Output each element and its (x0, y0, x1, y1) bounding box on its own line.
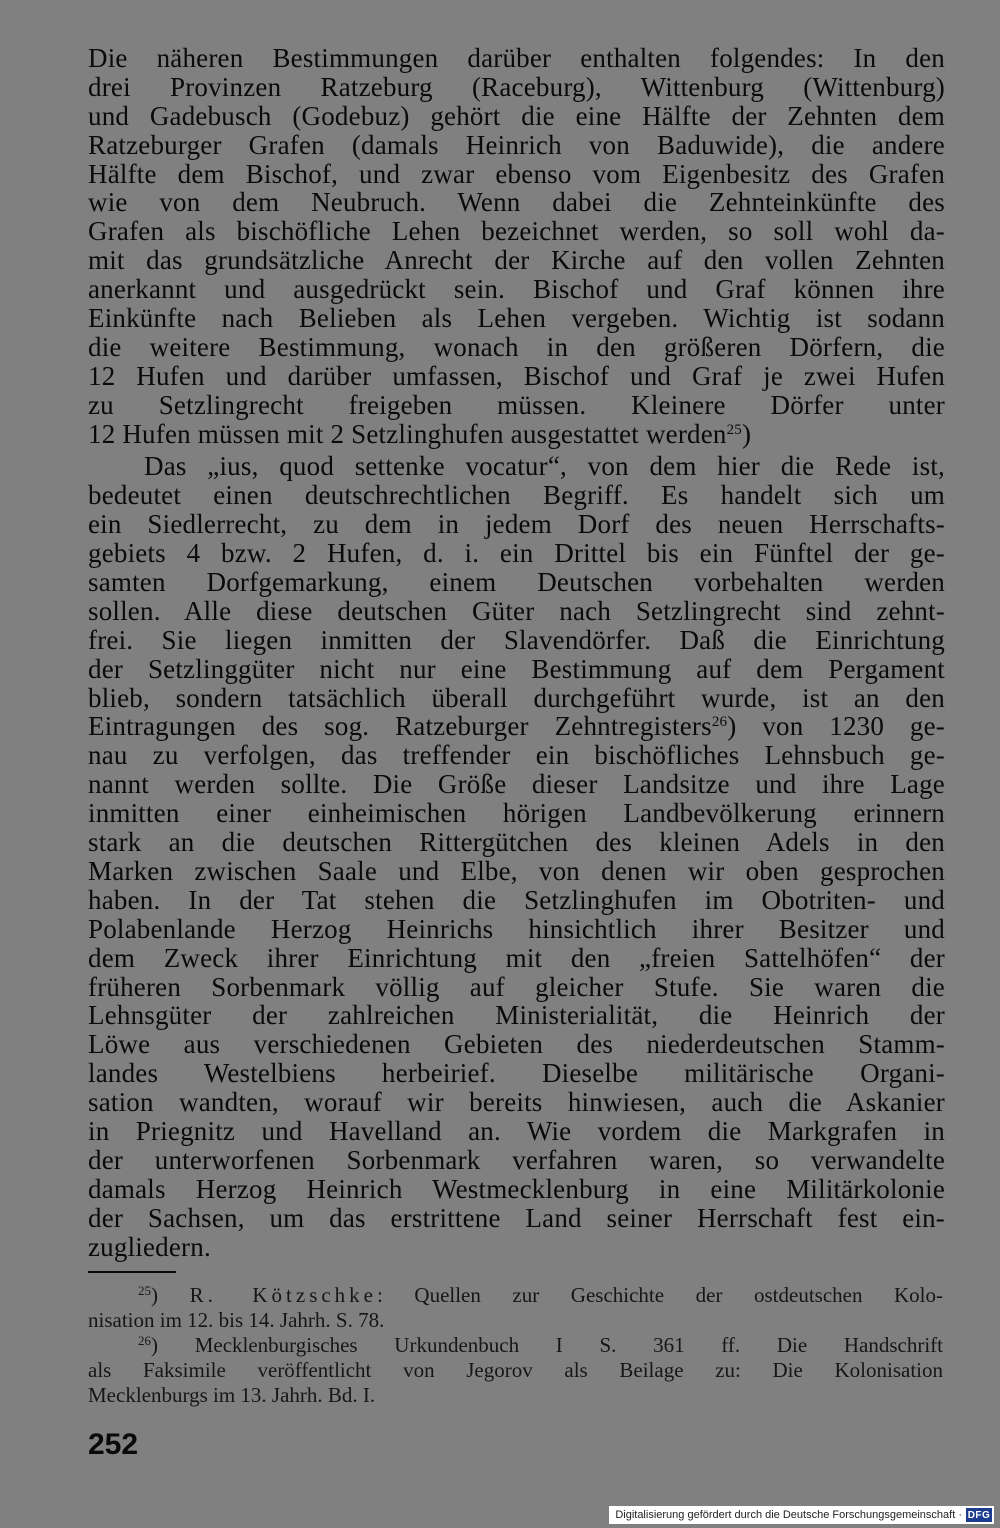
text-line (88, 712, 945, 741)
text-line: blieb, sondern tatsächlich überall durchgeführt wurde, ist an den (88, 682, 945, 713)
text-line: die weitere Bestimmung, wonach in den größeren Dörfern, die (88, 331, 945, 362)
text-line: Einkünfte nach Belieben als Lehen vergeben. Wichtig ist sodann (88, 303, 945, 334)
text-line: ein Siedlerrecht, zu dem in jedem Dorf des neuen Herrschafts- (88, 509, 945, 540)
text-line: früheren Sorbenmark völlig auf gleicher Stufe. Sie waren die (88, 971, 945, 1002)
footnote-26 (88, 1333, 943, 1358)
text-line: inmitten einer einheimischen hörigen Landbevölkerung erinnern (88, 798, 945, 829)
text-line: Grafen als bischöfliche Lehen bezeichnet werden, so soll wohl da- (88, 216, 945, 247)
text-line: frei. Sie liegen inmitten der Slavendörfer. Daß die Einrichtung (88, 624, 945, 655)
footnote-ref-26[interactable]: 26 (711, 714, 728, 731)
text-line: sation wandten, worauf wir bereits hinwiesen, auch die Askanier (88, 1087, 945, 1118)
footnote-25 (88, 1283, 943, 1308)
dfg-logo-icon: DFG (967, 1509, 991, 1521)
text-line: haben. In der Tat stehen die Setzlinghufen im Obotriten- und (88, 884, 945, 915)
footnote-text: Mecklenburgisches Urkundenbuch I S. 361 ff. Die Handschrift (194, 1333, 943, 1357)
text-line: stark an die deutschen Rittergütchen des kleinen Adels in den (88, 827, 945, 858)
text-segment: von 1230 ge- (736, 711, 945, 742)
text-line: Hälfte dem Bischof, und zwar ebenso vom Eigenbesitz des Grafen (88, 158, 945, 189)
footnote-paren: ) (151, 1283, 158, 1307)
footnote-ref-paren: ) (742, 418, 752, 449)
footnote-26-continued: Mecklenburgs im 13. Jahrh. Bd. I. (88, 1383, 376, 1407)
footnotes (88, 1283, 943, 1408)
text-line: Polabenlande Herzog Heinrichs hinsichtlich ihrer Besitzer und (88, 913, 945, 944)
footnote-author: R. Kötzschke (189, 1283, 378, 1307)
text-line: damals Herzog Heinrich Westmecklenburg in eine Militärkolonie (88, 1173, 945, 1204)
footnote-divider (88, 1271, 176, 1273)
text-line: zu Setzlingrecht freigeben müssen. Kleinere Dörfer unter (88, 389, 945, 420)
text-line: samten Dorfgemarkung, einem Deutschen vorbehalten werden (88, 567, 945, 598)
text-line: 12 Hufen und darüber umfassen, Bischof und Graf je zwei Hufen (88, 360, 945, 391)
text-line: mit das grundsätzliche Anrecht der Kirche auf den vollen Zehnten (88, 245, 945, 276)
credit-text: Digitalisierung gefördert durch die Deutsche Forschungsgemeinschaft · (615, 1509, 962, 1521)
page-number: 252 (88, 1428, 139, 1461)
text-line: sollen. Alle diese deutschen Güter nach Setzlingrecht sind zehnt- (88, 595, 945, 626)
footnote-text: : Quellen zur Geschichte der ostdeutschen Kolo- (377, 1283, 944, 1307)
footnote-ref-25[interactable]: 25 (726, 421, 743, 438)
text-line: Lehnsgüter der zahlreichen Ministerialität, die Heinrich der (88, 1000, 945, 1031)
text-line: gebiets 4 bzw. 2 Hufen, d. i. ein Drittel bis ein Fünftel der ge- (88, 538, 945, 569)
text-line: und Gadebusch (Godebuz) gehört die eine Hälfte der Zehnten dem (88, 100, 945, 131)
text-line: der unterworfenen Sorbenmark verfahren waren, so verwandelte (88, 1144, 945, 1175)
text-line: Löwe aus verschiedenen Gebieten des niederdeutschen Stamm- (88, 1029, 945, 1060)
footnote-26-continued: als Faksimile veröffentlicht von Jegorov als Beilage zu: Die Kolonisation (88, 1358, 943, 1382)
footnote-number: 26 (138, 1333, 151, 1348)
text-line: Ratzeburger Grafen (damals Heinrich von Baduwide), die andere (88, 129, 945, 160)
text-line: in Priegnitz und Havelland an. Wie vordem die Markgrafen in (88, 1115, 945, 1146)
text-line: landes Westelbiens herbeirief. Dieselbe militärische Organi- (88, 1058, 945, 1089)
main-text (88, 44, 945, 1261)
text-line: nau zu verfolgen, das treffender ein bischöfliches Lehnsbuch ge- (88, 740, 945, 771)
text-line (88, 420, 945, 449)
digitization-credit (609, 1506, 994, 1524)
text-line: Die näheren Bestimmungen darüber enthalten folgendes: In den (88, 43, 945, 73)
text-segment: 12 Hufen müssen mit 2 Setzlinghufen ausgestattet werden (88, 418, 727, 449)
text-line: dem Zweck ihrer Einrichtung mit den „freien Sattelhöfen“ der (88, 942, 945, 973)
footnote-number: 25 (138, 1283, 151, 1298)
text-line: der Sachsen, um das erstrittene Land seiner Herrschaft fest ein- (88, 1202, 945, 1233)
footnote-25-continued: nisation im 12. bis 14. Jahrh. S. 78. (88, 1308, 385, 1332)
text-segment: Eintragungen des sog. Ratzeburger Zehntregisters (88, 711, 712, 742)
text-line: Das „ius, quod settenke vocatur“, von dem hier die Rede ist, (144, 451, 945, 482)
footnote-paren: ) (151, 1333, 158, 1357)
text-line: drei Provinzen Ratzeburg (Raceburg), Wittenburg (Wittenburg) (88, 71, 945, 102)
text-line: der Setzlinggüter nicht nur eine Bestimmung auf dem Pergament (88, 653, 945, 684)
text-line: bedeutet einen deutschrechtlichen Begriff. Es handelt sich um (88, 480, 945, 511)
text-line: zugliedern. (88, 1231, 211, 1262)
text-line: anerkannt und ausgedrückt sein. Bischof und Graf können ihre (88, 274, 945, 305)
footnote-ref-paren: ) (727, 711, 737, 742)
text-line: nannt werden sollte. Die Größe dieser Landsitze und ihre Lage (88, 769, 945, 800)
text-line: Marken zwischen Saale und Elbe, von denen wir oben gesprochen (88, 855, 945, 886)
text-line: wie von dem Neubruch. Wenn dabei die Zehnteinkünfte des (88, 187, 945, 218)
